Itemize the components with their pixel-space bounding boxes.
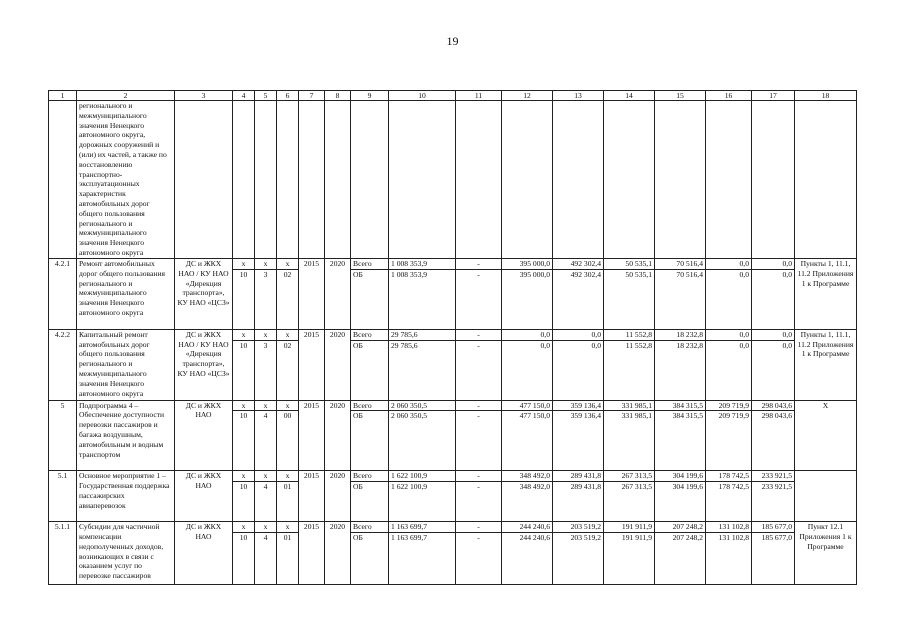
code-c6: x xyxy=(277,259,299,270)
cell-y2018: 11 552,8 xyxy=(604,340,655,400)
code-c5: 4 xyxy=(255,411,277,471)
cell-y2020: 131 102,8 xyxy=(706,522,752,533)
column-header: 14 xyxy=(604,91,655,101)
column-header: 8 xyxy=(325,91,351,101)
column-header: 13 xyxy=(553,91,604,101)
cell-y2020 xyxy=(706,101,752,111)
cell-src: Всего xyxy=(351,259,389,270)
column-header: 4 xyxy=(233,91,255,101)
row-note: Пункт 12.1 Приложения 1 к Программе xyxy=(795,522,857,585)
table-row xyxy=(49,400,857,411)
cell-total xyxy=(389,101,456,111)
cell-y2017: 203 519,2 xyxy=(553,522,604,533)
end-year: 2020 xyxy=(325,259,351,330)
row-number: 5 xyxy=(49,400,77,471)
cell-y2021: 233 921,5 xyxy=(752,482,795,522)
cell-y2018: 267 313,5 xyxy=(604,482,655,522)
cell-y2017: 359 136,4 xyxy=(553,411,604,471)
cell-y2017: 0,0 xyxy=(553,340,604,400)
cell-y2017: 289 431,8 xyxy=(553,482,604,522)
column-header: 9 xyxy=(351,91,389,101)
end-year: 2020 xyxy=(325,522,351,585)
cell-y2016: 244 240,6 xyxy=(502,532,553,584)
end-year: 2020 xyxy=(325,329,351,400)
code-c4: 10 xyxy=(233,411,255,471)
column-header: 2 xyxy=(77,91,175,101)
start-year: 2015 xyxy=(299,522,325,585)
cell-total: 29 785,6 xyxy=(389,340,456,400)
cell-src: ОБ xyxy=(351,532,389,584)
row-executor: ДС и ЖКХ НАО xyxy=(175,522,233,585)
cell-y2019: 304 199,6 xyxy=(655,482,706,522)
cell-y2015: - xyxy=(456,340,502,400)
cell-y2019: 304 199,6 xyxy=(655,471,706,482)
cell-y2019 xyxy=(655,111,706,259)
cell-y2017: 289 431,8 xyxy=(553,471,604,482)
code-c4: x xyxy=(233,259,255,270)
row-name: Ремонт автомобильных дорог общего пользования регионального и межмуниципального значения Ненецкого автономного округа xyxy=(77,259,175,330)
table-row xyxy=(49,522,857,533)
cell-y2021: 0,0 xyxy=(752,340,795,400)
code-c5: x xyxy=(255,259,277,270)
cell-src: Всего xyxy=(351,400,389,411)
column-header: 16 xyxy=(706,91,752,101)
cell-y2020: 131 102,8 xyxy=(706,532,752,584)
cell-y2015 xyxy=(456,111,502,259)
cell-y2021: 0,0 xyxy=(752,269,795,329)
cell-y2015: - xyxy=(456,471,502,482)
cell-y2021: 0,0 xyxy=(752,329,795,340)
start-year xyxy=(299,101,325,259)
cell-y2020: 0,0 xyxy=(706,259,752,270)
code-c6: 01 xyxy=(277,482,299,522)
code-c5: x xyxy=(255,400,277,411)
code-c6 xyxy=(277,101,299,111)
cell-y2018: 11 552,8 xyxy=(604,329,655,340)
code-c5: x xyxy=(255,329,277,340)
cell-y2021: 298 043,6 xyxy=(752,411,795,471)
code-c6 xyxy=(277,111,299,259)
start-year: 2015 xyxy=(299,400,325,471)
column-header: 7 xyxy=(299,91,325,101)
row-note xyxy=(795,101,857,259)
cell-y2018: 331 985,1 xyxy=(604,411,655,471)
code-c4 xyxy=(233,101,255,111)
row-note xyxy=(795,471,857,522)
cell-src: ОБ xyxy=(351,411,389,471)
cell-y2020: 0,0 xyxy=(706,269,752,329)
row-note: Пункты 1, 11.1, 11.2 Приложения 1 к Программе xyxy=(795,259,857,330)
cell-y2016: 348 492,0 xyxy=(502,482,553,522)
column-header: 12 xyxy=(502,91,553,101)
code-c4: x xyxy=(233,329,255,340)
code-c4 xyxy=(233,111,255,259)
cell-total: 2 060 350,5 xyxy=(389,411,456,471)
code-c5: x xyxy=(255,522,277,533)
row-note: Пункты 1, 11.1, 11.2 Приложения 1 к Программе xyxy=(795,329,857,400)
code-c5 xyxy=(255,101,277,111)
column-header: 6 xyxy=(277,91,299,101)
table-row xyxy=(49,471,857,482)
start-year: 2015 xyxy=(299,329,325,400)
cell-total xyxy=(389,111,456,259)
cell-y2015: - xyxy=(456,482,502,522)
cell-y2019: 207 248,2 xyxy=(655,522,706,533)
cell-y2016 xyxy=(502,101,553,111)
cell-y2019: 70 516,4 xyxy=(655,269,706,329)
cell-y2016: 395 000,0 xyxy=(502,259,553,270)
cell-total: 1 008 353,9 xyxy=(389,259,456,270)
code-c5: 4 xyxy=(255,482,277,522)
cell-y2018: 50 535,1 xyxy=(604,269,655,329)
cell-y2016: 0,0 xyxy=(502,340,553,400)
row-name: Капитальный ремонт автомобильных дорог общего пользования регионального и межмуниципального значения Ненецкого автономного округа xyxy=(77,329,175,400)
cell-y2016 xyxy=(502,111,553,259)
row-executor: ДС и ЖКХ НАО xyxy=(175,400,233,471)
code-c5: 3 xyxy=(255,340,277,400)
cell-y2021: 185 677,0 xyxy=(752,522,795,533)
cell-y2021: 298 043,6 xyxy=(752,400,795,411)
code-c4: 10 xyxy=(233,269,255,329)
code-c5: x xyxy=(255,471,277,482)
cell-y2020: 209 719,9 xyxy=(706,400,752,411)
cell-y2020: 0,0 xyxy=(706,329,752,340)
row-executor: ДС и ЖКХ НАО / КУ НАО «Дирекция транспорта», КУ НАО «ЦСЗ» xyxy=(175,329,233,400)
cell-y2020: 178 742,5 xyxy=(706,471,752,482)
cell-y2021 xyxy=(752,101,795,111)
cell-y2017 xyxy=(553,101,604,111)
cell-y2016: 244 240,6 xyxy=(502,522,553,533)
row-number xyxy=(49,101,77,259)
column-header: 1 xyxy=(49,91,77,101)
cell-total: 2 060 350,5 xyxy=(389,400,456,411)
cell-src: ОБ xyxy=(351,269,389,329)
row-number: 4.2.1 xyxy=(49,259,77,330)
row-executor xyxy=(175,101,233,259)
cell-y2015: - xyxy=(456,400,502,411)
code-c4: x xyxy=(233,400,255,411)
cell-y2017 xyxy=(553,111,604,259)
code-c5 xyxy=(255,111,277,259)
code-c6: 01 xyxy=(277,532,299,584)
cell-y2021 xyxy=(752,111,795,259)
row-number: 5.1 xyxy=(49,471,77,522)
cell-src: Всего xyxy=(351,471,389,482)
cell-y2018: 191 911,9 xyxy=(604,522,655,533)
cell-total: 1 163 699,7 xyxy=(389,522,456,533)
code-c5: 4 xyxy=(255,532,277,584)
cell-y2016: 348 492,0 xyxy=(502,471,553,482)
cell-total: 1 163 699,7 xyxy=(389,532,456,584)
cell-src xyxy=(351,111,389,259)
code-c6: x xyxy=(277,329,299,340)
column-header: 11 xyxy=(456,91,502,101)
cell-y2016: 477 150,0 xyxy=(502,400,553,411)
code-c4: 10 xyxy=(233,532,255,584)
code-c6: 02 xyxy=(277,269,299,329)
cell-y2019: 384 315,5 xyxy=(655,411,706,471)
row-note: Х xyxy=(795,400,857,471)
cell-total: 1 008 353,9 xyxy=(389,269,456,329)
cell-src: Всего xyxy=(351,522,389,533)
code-c4: 10 xyxy=(233,340,255,400)
code-c6: x xyxy=(277,400,299,411)
column-header: 10 xyxy=(389,91,456,101)
cell-y2021: 185 677,0 xyxy=(752,532,795,584)
code-c5: 3 xyxy=(255,269,277,329)
cell-y2019: 207 248,2 xyxy=(655,532,706,584)
program-table xyxy=(48,90,857,585)
cell-y2015 xyxy=(456,101,502,111)
row-executor: ДС и ЖКХ НАО xyxy=(175,471,233,522)
cell-y2019: 70 516,4 xyxy=(655,259,706,270)
code-c4: 10 xyxy=(233,482,255,522)
cell-y2017: 0,0 xyxy=(553,329,604,340)
cell-y2020: 0,0 xyxy=(706,340,752,400)
cell-y2021: 233 921,5 xyxy=(752,471,795,482)
cell-total: 1 622 100,9 xyxy=(389,471,456,482)
cell-y2017: 492 302,4 xyxy=(553,269,604,329)
code-c6: x xyxy=(277,522,299,533)
row-number: 5.1.1 xyxy=(49,522,77,585)
cell-total: 1 622 100,9 xyxy=(389,482,456,522)
code-c6: 00 xyxy=(277,411,299,471)
cell-y2020 xyxy=(706,111,752,259)
row-name: регионального и межмуниципального значения Ненецкого автономного округа, дорожных сооружений и (или) их частей, а также по восстановлению транспортно-эксплуатационных характеристик автомобильных дорог общего пользования регионального и межмуниципального значения Ненецкого автономного округа xyxy=(77,101,175,259)
code-c6: 02 xyxy=(277,340,299,400)
cell-y2018: 267 313,5 xyxy=(604,471,655,482)
header-row xyxy=(49,91,857,101)
cell-y2017: 359 136,4 xyxy=(553,400,604,411)
column-header: 17 xyxy=(752,91,795,101)
table-row xyxy=(49,259,857,270)
row-name: Основное мероприятие 1 – Государственная поддержка пассажирских авиаперевозок xyxy=(77,471,175,522)
table-row xyxy=(49,329,857,340)
start-year: 2015 xyxy=(299,259,325,330)
cell-y2018: 50 535,1 xyxy=(604,259,655,270)
cell-y2019 xyxy=(655,101,706,111)
column-header: 5 xyxy=(255,91,277,101)
cell-y2019: 18 232,8 xyxy=(655,340,706,400)
cell-y2019: 18 232,8 xyxy=(655,329,706,340)
cell-y2018 xyxy=(604,101,655,111)
column-header: 18 xyxy=(795,91,857,101)
cell-y2015: - xyxy=(456,329,502,340)
code-c4: x xyxy=(233,471,255,482)
start-year: 2015 xyxy=(299,471,325,522)
cell-y2016: 477 150,0 xyxy=(502,411,553,471)
end-year: 2020 xyxy=(325,400,351,471)
cell-y2015: - xyxy=(456,522,502,533)
cell-y2020: 178 742,5 xyxy=(706,482,752,522)
cell-y2015: - xyxy=(456,532,502,584)
code-c4: x xyxy=(233,522,255,533)
cell-src: Всего xyxy=(351,329,389,340)
cell-y2017: 203 519,2 xyxy=(553,532,604,584)
cell-y2021: 0,0 xyxy=(752,259,795,270)
cell-y2020: 209 719,9 xyxy=(706,411,752,471)
cell-y2018: 191 911,9 xyxy=(604,532,655,584)
end-year xyxy=(325,101,351,259)
row-executor: ДС и ЖКХ НАО / КУ НАО «Дирекция транспорта», КУ НАО «ЦСЗ» xyxy=(175,259,233,330)
cell-y2018 xyxy=(604,111,655,259)
cell-src xyxy=(351,101,389,111)
cell-y2016: 395 000,0 xyxy=(502,269,553,329)
end-year: 2020 xyxy=(325,471,351,522)
cell-y2019: 384 315,5 xyxy=(655,400,706,411)
row-number: 4.2.2 xyxy=(49,329,77,400)
cell-src: ОБ xyxy=(351,482,389,522)
cell-y2015: - xyxy=(456,411,502,471)
column-header: 15 xyxy=(655,91,706,101)
cell-y2017: 492 302,4 xyxy=(553,259,604,270)
table-row xyxy=(49,101,857,111)
cell-src: ОБ xyxy=(351,340,389,400)
page-number: 19 xyxy=(446,34,459,48)
row-name: Субсидии для частичной компенсации недополученных доходов, возникающих в связи с оказанием услуг по перевозке пассажиров xyxy=(77,522,175,585)
cell-y2015: - xyxy=(456,269,502,329)
cell-y2015: - xyxy=(456,259,502,270)
row-name: Подпрограмма 4 – Обеспечение доступности перевозки пассажиров и багажа воздушным, автомобильным и водным транспортом xyxy=(77,400,175,471)
column-header: 3 xyxy=(175,91,233,101)
cell-y2018: 331 985,1 xyxy=(604,400,655,411)
cell-y2016: 0,0 xyxy=(502,329,553,340)
code-c6: x xyxy=(277,471,299,482)
cell-total: 29 785,6 xyxy=(389,329,456,340)
